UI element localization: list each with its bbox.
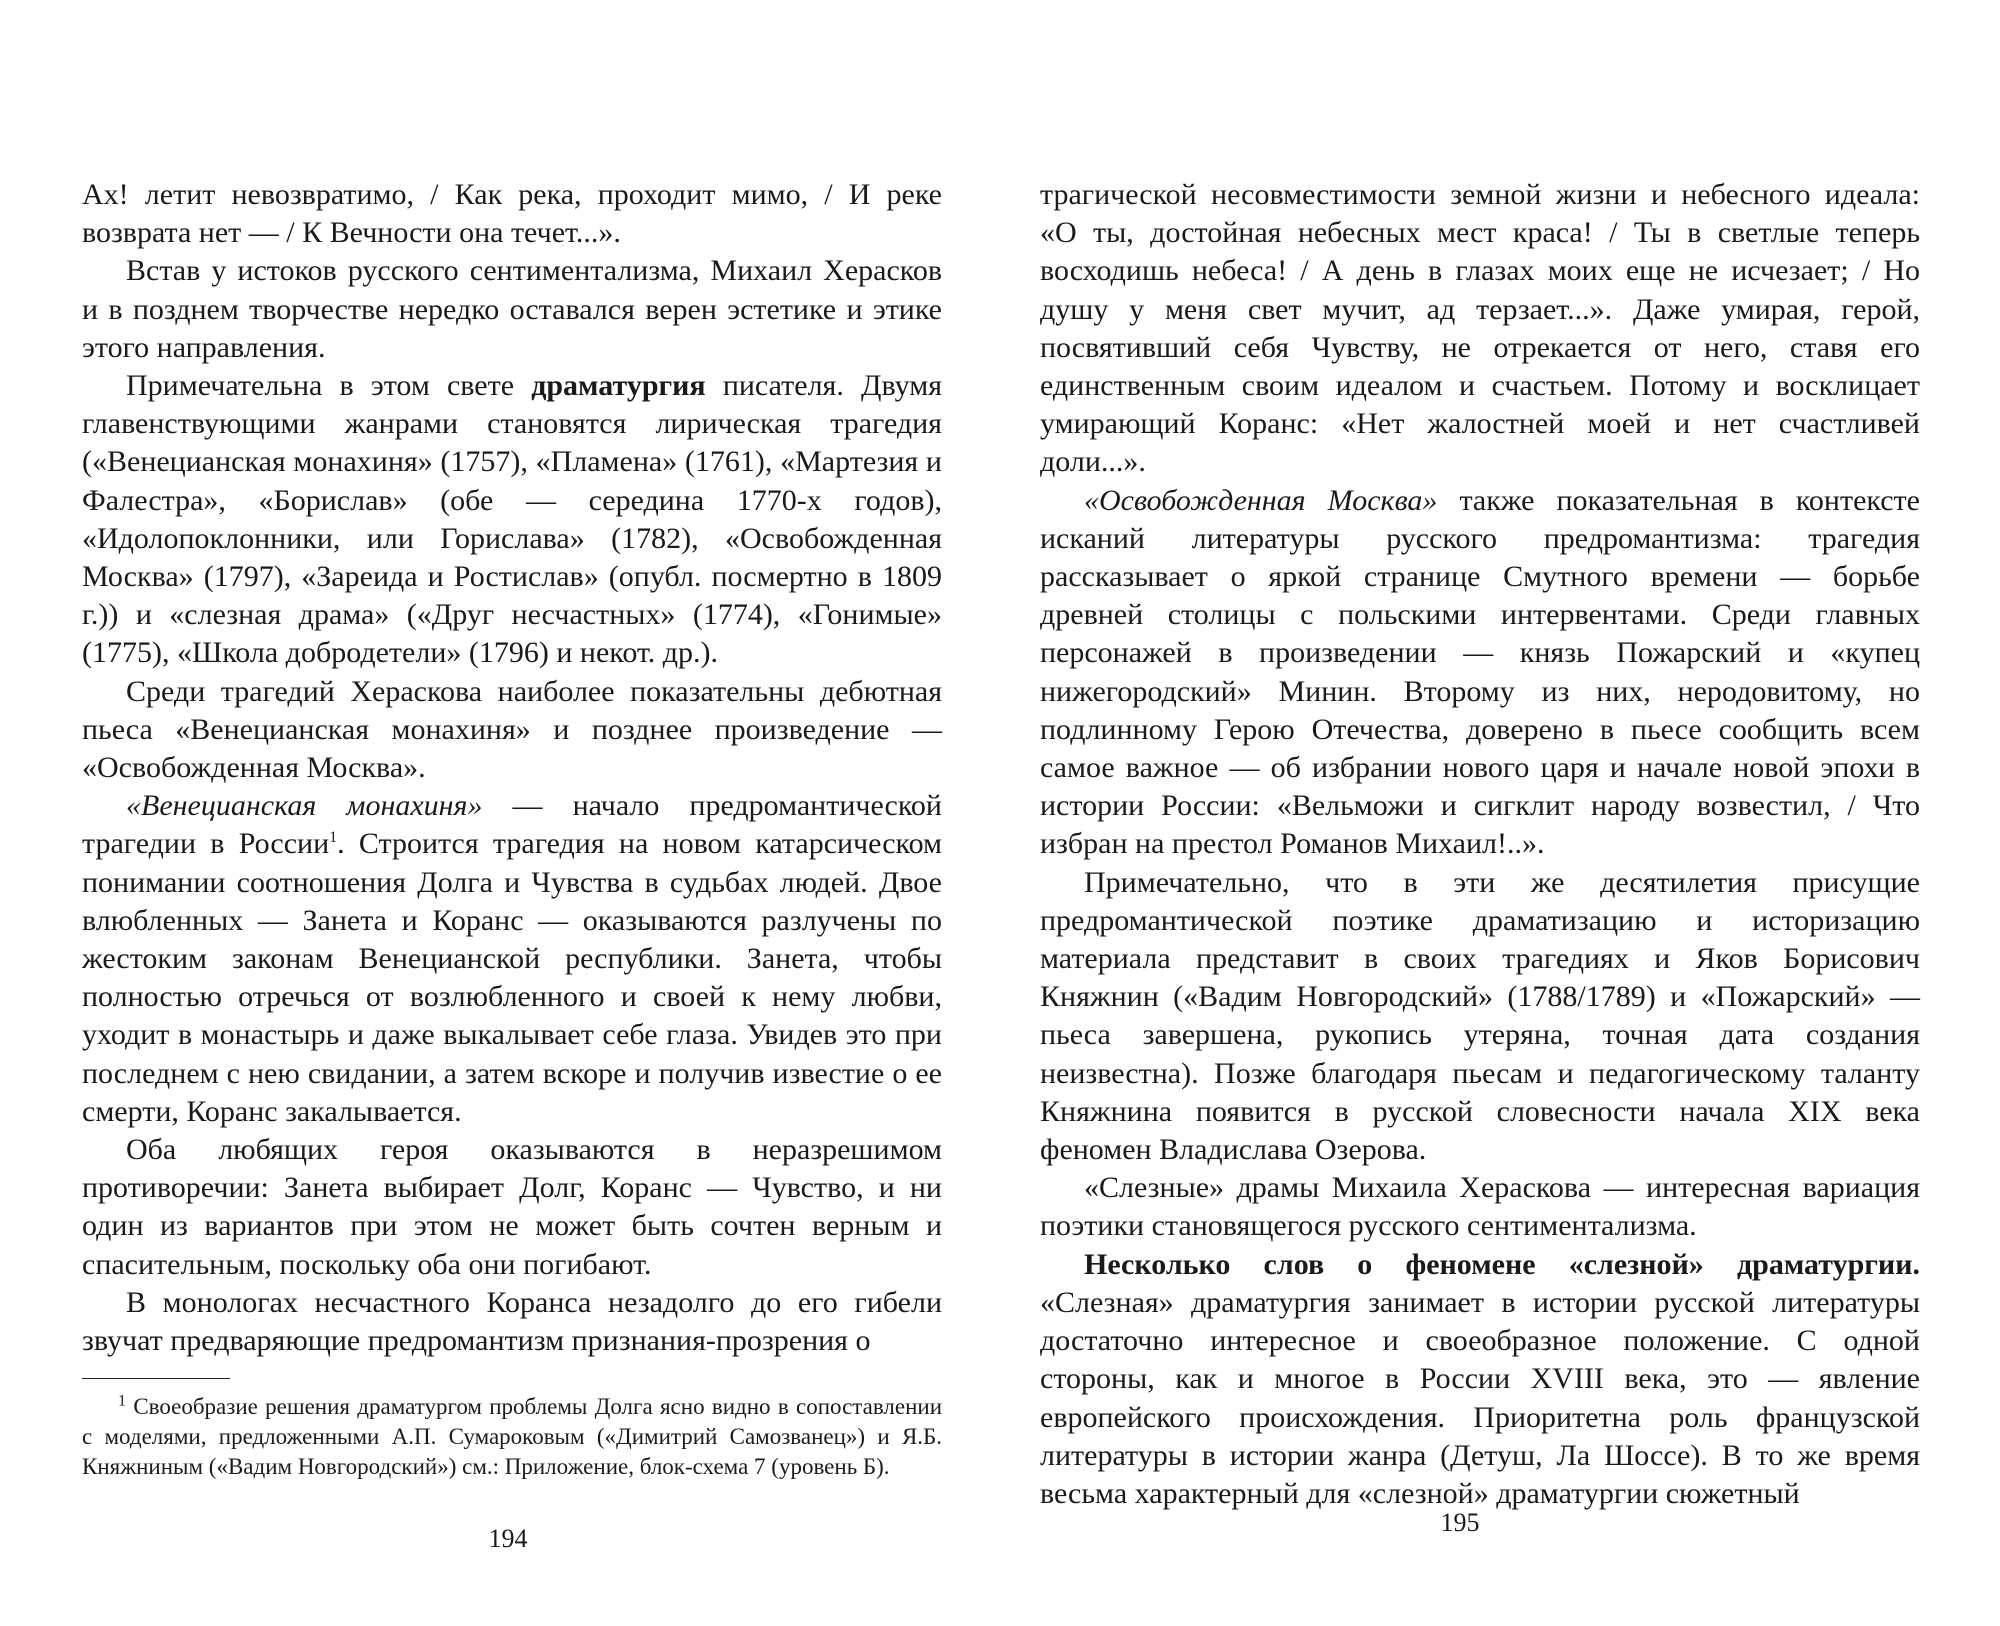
footnote: $^1$ Своеобразие решения драматургом проблемы Долга ясно видно в сопоставлении с моделями, предложенными А.П. Сумароковым («Димитрий Самозванец») и Я.Б. Княжниным («Вадим Новгородский») см.: Приложение, блок-схема 7 (уровень Б). <box>82 1392 943 1479</box>
paragraph: Ах! летит невозвратимо, / Как река, проходит мимо, / И реке возврата нет — / К Вечности она течет...». <box>82 178 942 250</box>
paragraph: Оба любящих героя оказываются в неразрешимом противоречии: Занета выбирает Долг, Коранс — Чувство, и ни один из вариантов при этом не может быть сочтен верным и спасительным, поскольку оба они погибают. <box>82 1133 942 1281</box>
paragraph: «Венецианская монахиня» — начало предромантической трагедии в России$^1$. Строится трагедия на новом катарсическом понимании соотношения Долга и Чувства в судьбах людей. Двое влюбленных — Занета и Коранс — оказываются разлучены по жестоким законам Венецианской республики. Занета, чтобы полностью отречься от возлюбленного и своей к нему любви, уходит в монастырь и даже выкалывает себе глаза. Увидев это при последнем с нею свидании, а затем вскоре и получив известие о ее смерти, Коранс закалывается. <box>82 789 942 1128</box>
paragraph: «Слезные» драмы Михаила Хераскова — интересная вариация поэтики становящегося русского сентиментализма. <box>1040 1171 1920 1243</box>
paragraph: В монологах несчастного Коранса незадолго до его гибели звучат предваряющие предромантизм признания-прозрения о <box>82 1285 942 1358</box>
paragraph: «Освобожденная Москва» также показательная в контексте исканий литературы русского предромантизма: трагедия рассказывает о яркой странице Смутного времени — борьбе древней столицы с польскими интервентами. Среди главных персонажей в произведении — князь Пожарский и «купец нижегородский» Минин. Второму из них, неродовитому, но подлинному Герою Отечества, доверено в пьесе сообщить всем самое важное — об избрании нового царя и начале новой эпохи в истории России: «Вельможи и сигклит народу возвестил, / Что избран на престол Романов Михаил!..». <box>1040 483 1920 861</box>
footnote-reference[interactable]: 1 <box>329 829 338 847</box>
left-page-body <box>82 176 942 1360</box>
page-number: 194 <box>488 1524 528 1553</box>
italic-title: «Венецианская монахиня» <box>126 789 483 823</box>
footnote-mark: 1 <box>118 1392 126 1410</box>
paragraph: Примечательно, что в эти же десятилетия присущие предромантической поэтике драматизацию и историзацию материала представит в своих трагедиях и Яков Борисович Княжнин («Вадим Новгородский» (1788/1789) и «Пожарский» — пьеса завершена, рукопись утеряна, точная дата создания неизвестна). Позже благодаря пьесам и педагогическому таланту Княжнина появится в русской словесности начала XIX века феномен Владислава Озерова. <box>1040 865 1920 1167</box>
bold-term: драматургия <box>531 369 706 403</box>
bold-heading: Несколько слов о феномене «слезной» драматургии. <box>1084 1247 1920 1281</box>
paragraph: Примечательна в этом свете драматургия писателя. Двумя главенствующими жанрами становятся лирическая трагедия («Венецианская монахиня» (1757), «Пламена» (1761), «Мартезия и Фалестра», «Борислав» (обе — середина 1770-х годов), «Идолопоклонники, или Горислава» (1782), «Освобожденная Москва» (1797), «Зареида и Ростислав» (опубл. посмертно в 1809 г.)) и «слезная драма» («Друг несчастных» (1774), «Гонимые» (1775), «Школа добродетели» (1796) и некот. др.). <box>82 369 942 670</box>
paragraph: Несколько слов о феномене «слезной» драматургии. «Слезная» драматургия занимает в истории русской литературы достаточно интересное и своеобразное положение. С одной стороны, как и многое в России XVIII века, это — явление европейского происхождения. Приоритетна роль французской литературы в истории жанра (Детуш, Ла Шоссе). В то же время весьма характерный для «слезной» драматургии сюжетный <box>1040 1247 1920 1510</box>
right-page <box>1000 0 2000 1626</box>
paragraph: трагической несовместимости земной жизни и небесного идеала: «О ты, достойная небесных мест краса! / Ты в светлые теперь восходишь небеса! / А день в глазах моих еще не исчезает; / Но душу у меня свет мучит, ад терзает...». Даже умирая, герой, посвятивший себя Чувству, не отрекается от него, ставя его единственным своим идеалом и счастьем. Потому и восклицает умирающий Коранс: «Нет жалостней моей и нет счастливей доли...». <box>1040 178 1920 479</box>
paragraph: Среди трагедий Хераскова наиболее показательны дебютная пьеса «Венецианская монахиня» и позднее произведение — «Освобожденная Москва». <box>82 674 942 785</box>
italic-title: «Освобожденная Москва» <box>1084 483 1438 517</box>
paragraph: Встав у истоков русского сентиментализма, Михаил Херасков и в позднем творчестве нередко оставался верен эстетике и этике этого направления. <box>82 254 942 364</box>
right-page-body <box>1040 176 1920 1513</box>
page-number: 195 <box>1440 1508 1480 1537</box>
footnote-divider <box>82 1378 230 1379</box>
